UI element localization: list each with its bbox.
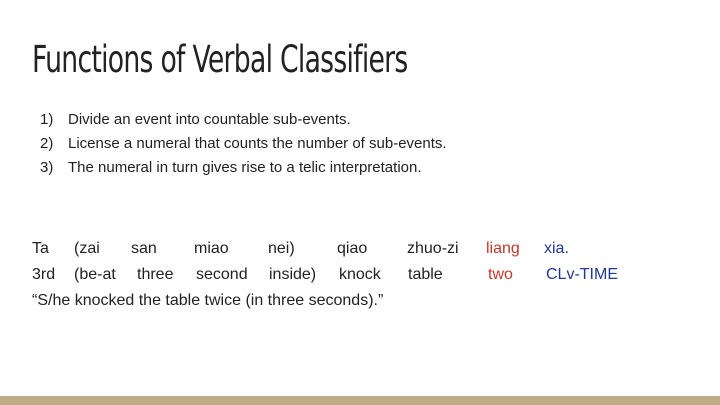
bottom-accent-bar	[0, 396, 720, 405]
gloss-word-classifier: CLv-TIME	[546, 266, 618, 283]
gloss-word-numeral: liang	[486, 240, 520, 257]
list-number: 3)	[40, 159, 54, 176]
interlinear-gloss	[32, 236, 618, 314]
list-item	[40, 108, 447, 132]
list-text: Divide an event into countable sub-events.	[68, 111, 351, 128]
gloss-line-source	[32, 236, 569, 262]
gloss-word: (be-at	[74, 266, 116, 283]
slide-title: Functions of Verbal Classifiers	[32, 38, 408, 81]
list-text: The numeral in turn gives rise to a telic interpretation.	[68, 159, 422, 176]
gloss-word: (zai	[74, 240, 100, 257]
gloss-word: 3rd	[32, 266, 56, 283]
list-text: License a numeral that counts the number of sub-events.	[68, 135, 447, 152]
gloss-word: nei)	[268, 240, 295, 257]
gloss-word: table	[408, 266, 443, 283]
gloss-word-classifier: xia.	[544, 240, 569, 257]
gloss-word: zhuo-zi	[407, 240, 459, 257]
gloss-line-english	[32, 262, 618, 288]
function-list	[40, 108, 447, 180]
gloss-word: knock	[339, 266, 381, 283]
gloss-word: inside)	[269, 266, 317, 283]
list-item	[40, 132, 447, 156]
gloss-translation: “S/he knocked the table twice (in three seconds).”	[32, 292, 384, 309]
list-item	[40, 156, 447, 180]
gloss-word: miao	[194, 240, 229, 257]
gloss-word: three	[137, 266, 174, 283]
list-number: 1)	[40, 111, 54, 128]
gloss-word-numeral: two	[488, 266, 513, 283]
gloss-word: san	[131, 240, 157, 257]
list-number: 2)	[40, 135, 54, 152]
gloss-word: Ta	[32, 240, 49, 257]
gloss-word: qiao	[337, 240, 368, 257]
gloss-word: second	[196, 266, 248, 283]
